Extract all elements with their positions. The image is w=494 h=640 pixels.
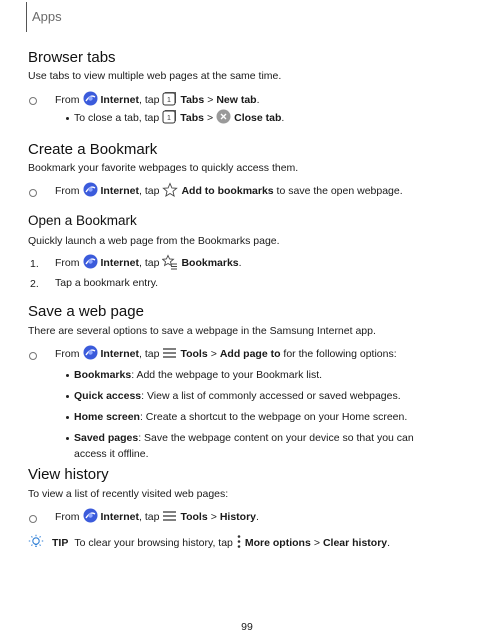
menu-icon bbox=[162, 347, 177, 362]
tap-text: , tap bbox=[139, 94, 160, 106]
option-bookmarks bbox=[74, 367, 322, 383]
svg-text:1: 1 bbox=[167, 97, 172, 104]
more-options-label: More options bbox=[244, 537, 311, 549]
star-icon bbox=[162, 182, 178, 201]
internet-label: Internet bbox=[100, 348, 140, 360]
create-bookmark-heading: Create a Bookmark bbox=[28, 141, 158, 158]
open-bookmark-heading: Open a Bookmark bbox=[28, 213, 137, 228]
separator: > bbox=[206, 112, 214, 124]
add-page-to-label: Add page to bbox=[219, 348, 281, 360]
internet-label: Internet bbox=[100, 257, 140, 269]
option-term: Quick access bbox=[74, 390, 142, 402]
bookmarks-label: Bookmarks bbox=[181, 257, 239, 269]
internet-app-icon bbox=[83, 345, 98, 363]
period: . bbox=[256, 94, 260, 106]
bookmarks-icon bbox=[162, 254, 178, 273]
internet-label: Internet bbox=[100, 185, 140, 197]
tap-text: , tap bbox=[139, 511, 160, 523]
svg-text:1: 1 bbox=[167, 115, 172, 122]
option-quick-access bbox=[74, 388, 401, 404]
tabs-icon bbox=[162, 109, 177, 127]
step-bullet bbox=[29, 515, 37, 523]
period: . bbox=[387, 537, 391, 549]
view-history-heading: View history bbox=[28, 466, 109, 483]
create-bookmark-intro: Bookmark your favorite webpages to quickly access them. bbox=[28, 162, 299, 174]
tabs-label: Tabs bbox=[180, 112, 204, 124]
save-page-step bbox=[55, 346, 397, 362]
period: . bbox=[256, 511, 259, 523]
view-history-step bbox=[55, 509, 259, 525]
open-bookmark-step-2 bbox=[55, 275, 158, 291]
option-desc-continued: access it offline. bbox=[74, 448, 149, 460]
close-tab-text: To close a tab, tap bbox=[74, 112, 160, 124]
internet-app-icon bbox=[83, 182, 98, 200]
internet-label: Internet bbox=[100, 94, 140, 106]
tools-label: Tools bbox=[180, 511, 208, 523]
step-bullet bbox=[29, 189, 37, 197]
internet-app-icon bbox=[83, 508, 98, 526]
tap-text: , tap bbox=[139, 348, 160, 360]
option-saved-pages bbox=[74, 430, 414, 446]
sub-bullet bbox=[66, 374, 69, 377]
tap-text: , tap bbox=[139, 257, 160, 269]
new-tab-label: New tab bbox=[216, 94, 257, 106]
separator: > bbox=[207, 94, 214, 106]
step-number: 1. bbox=[30, 258, 39, 270]
browser-tabs-heading: Browser tabs bbox=[28, 49, 116, 66]
step-text: Tap a bookmark entry. bbox=[55, 277, 159, 289]
add-to-bookmarks-label: Add to bookmarks bbox=[181, 185, 274, 197]
save-page-heading: Save a web page bbox=[28, 303, 144, 320]
option-term: Bookmarks bbox=[74, 369, 132, 381]
sub-bullet bbox=[66, 437, 69, 440]
tip-line bbox=[28, 535, 390, 551]
option-desc: : View a list of commonly accessed or saved webpages. bbox=[141, 390, 401, 402]
option-term: Saved pages bbox=[74, 432, 139, 444]
tip-text: To clear your browsing history, tap bbox=[74, 537, 233, 549]
separator: > bbox=[210, 348, 217, 360]
option-saved-pages-cont bbox=[74, 446, 149, 462]
create-bookmark-step bbox=[55, 183, 403, 199]
more-options-icon bbox=[236, 534, 242, 552]
open-bookmark-intro: Quickly launch a web page from the Bookmarks page. bbox=[28, 235, 280, 247]
tabs-icon bbox=[162, 91, 177, 109]
close-tab-label: Close tab bbox=[234, 112, 282, 124]
period: . bbox=[238, 257, 242, 269]
sub-bullet bbox=[66, 117, 69, 120]
internet-app-icon bbox=[83, 254, 98, 272]
sub-bullet bbox=[66, 416, 69, 419]
close-icon bbox=[216, 109, 231, 127]
separator: > bbox=[210, 511, 217, 523]
option-term: Home screen bbox=[74, 411, 140, 423]
step-bullet bbox=[29, 97, 37, 105]
page-number: 99 bbox=[241, 621, 253, 633]
option-home-screen bbox=[74, 409, 407, 425]
step-rest-text: to save the open webpage. bbox=[273, 185, 403, 197]
internet-label: Internet bbox=[100, 511, 140, 523]
from-text: From bbox=[55, 511, 80, 523]
period: . bbox=[281, 112, 285, 124]
view-history-intro: To view a list of recently visited web pages: bbox=[28, 488, 229, 500]
save-page-intro: There are several options to save a webpage in the Samsung Internet app. bbox=[28, 325, 376, 337]
browser-tabs-step bbox=[55, 92, 260, 108]
browser-tabs-intro: Use tabs to view multiple web pages at the same time. bbox=[28, 70, 282, 82]
separator: > bbox=[313, 537, 320, 549]
clear-history-label: Clear history bbox=[322, 537, 388, 549]
tabs-label: Tabs bbox=[180, 94, 205, 106]
option-desc: : Add the webpage to your Bookmark list. bbox=[131, 369, 323, 381]
tap-text: , tap bbox=[139, 185, 160, 197]
from-text: From bbox=[55, 94, 80, 106]
section-label: Apps bbox=[32, 9, 62, 24]
option-desc: : Create a shortcut to the webpage on your Home screen. bbox=[139, 411, 408, 423]
internet-app-icon bbox=[83, 91, 98, 109]
close-tab-step bbox=[74, 110, 284, 126]
option-desc: : Save the webpage content on your device so that you can bbox=[138, 432, 414, 444]
open-bookmark-step-1 bbox=[55, 255, 242, 271]
from-text: From bbox=[55, 185, 80, 197]
step-rest-text: for the following options: bbox=[280, 348, 397, 360]
sub-bullet bbox=[66, 395, 69, 398]
step-number: 2. bbox=[30, 278, 39, 290]
header-rule bbox=[26, 2, 27, 32]
from-text: From bbox=[55, 257, 80, 269]
step-bullet bbox=[29, 352, 37, 360]
history-label: History bbox=[219, 511, 257, 523]
tip-label: TIP bbox=[52, 537, 69, 549]
menu-icon bbox=[162, 510, 177, 525]
from-text: From bbox=[55, 348, 80, 360]
lightbulb-icon bbox=[28, 534, 44, 553]
tools-label: Tools bbox=[180, 348, 208, 360]
